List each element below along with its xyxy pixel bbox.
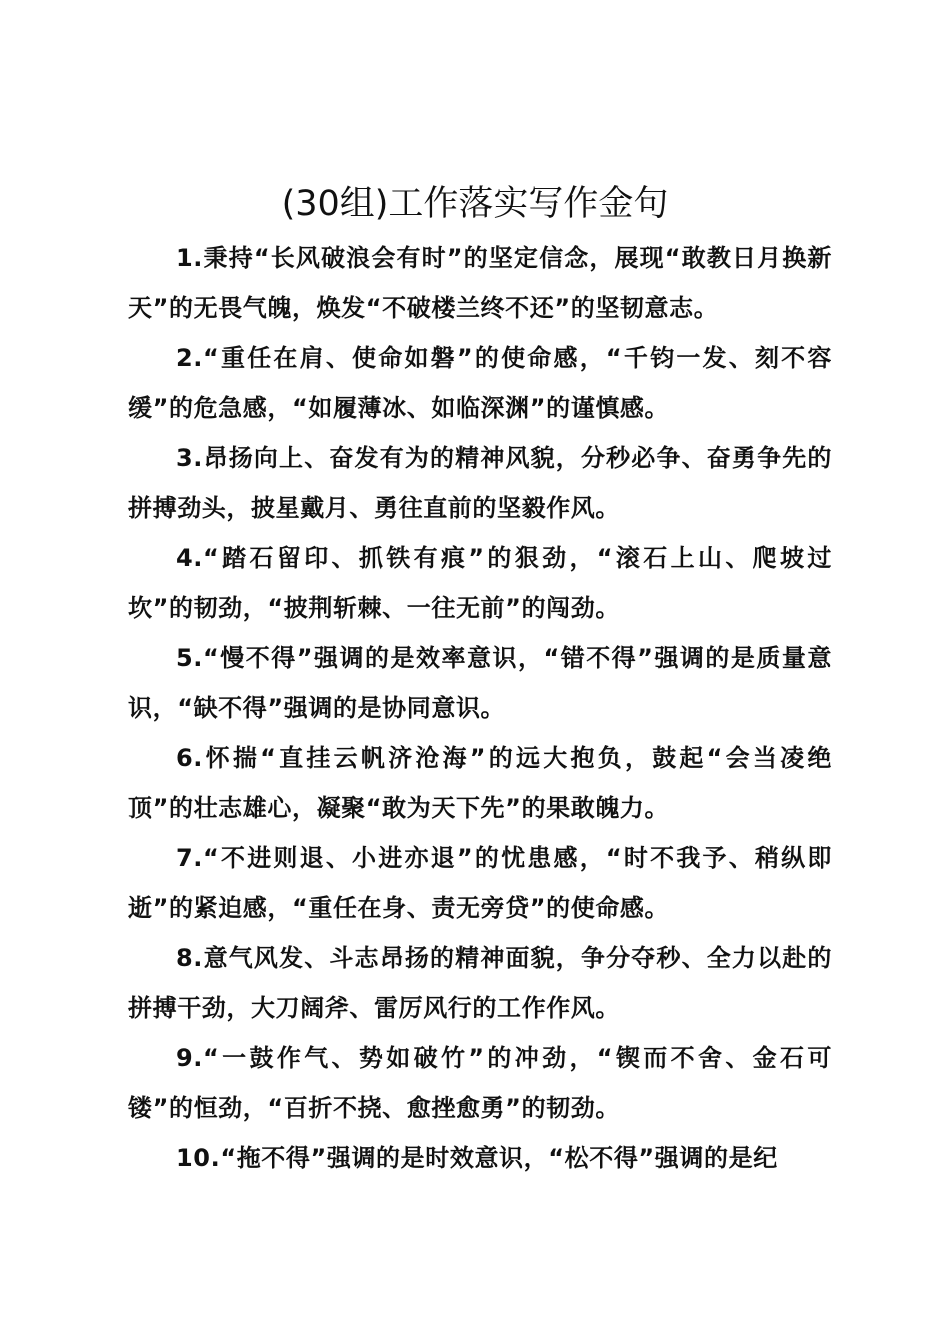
paragraph-6: 6.怀揣“直挂云帆济沧海”的远大抱负，鼓起“会当凌绝顶”的壮志雄心，凝聚“敢为天下先”的果敢魄力。 [128,744,832,822]
document-title: (30组)工作落实写作金句 [281,184,669,224]
paragraph-4: 4.“踏石留印、抓铁有痕”的狠劲，“滚石上山、爬坡过坎”的韧劲，“披荆斩棘、一往无前”的闯劲。 [128,544,832,622]
paragraph-9: 9.“一鼓作气、势如破竹”的冲劲，“锲而不舍、金石可镂”的恒劲，“百折不挠、愈挫愈勇”的韧劲。 [128,1044,832,1122]
paragraph-7: 7.“不进则退、小进亦退”的忧患感，“时不我予、稍纵即逝”的紧迫感，“重任在身、责无旁贷”的使命感。 [128,844,832,922]
paragraph-5: 5.“慢不得”强调的是效率意识，“错不得”强调的是质量意识，“缺不得”强调的是协同意识。 [128,644,832,722]
document-body [128,233,832,1183]
paragraph-8: 8.意气风发、斗志昂扬的精神面貌，争分夺秒、全力以赴的拼搏干劲，大刀阔斧、雷厉风行的工作作风。 [128,944,832,1022]
paragraph-1: 1.秉持“长风破浪会有时”的坚定信念，展现“敢教日月换新天”的无畏气魄，焕发“不破楼兰终不还”的坚韧意志。 [128,244,832,322]
paragraph-2: 2.“重任在肩、使命如磐”的使命感，“千钧一发、刻不容缓”的危急感，“如履薄冰、如临深渊”的谨慎感。 [128,344,832,422]
paragraph-10: 10.“拖不得”强调的是时效意识，“松不得”强调的是纪 [176,1144,778,1172]
paragraph-3: 3.昂扬向上、奋发有为的精神风貌，分秒必争、奋勇争先的拼搏劲头，披星戴月、勇往直前的坚毅作风。 [128,444,832,522]
